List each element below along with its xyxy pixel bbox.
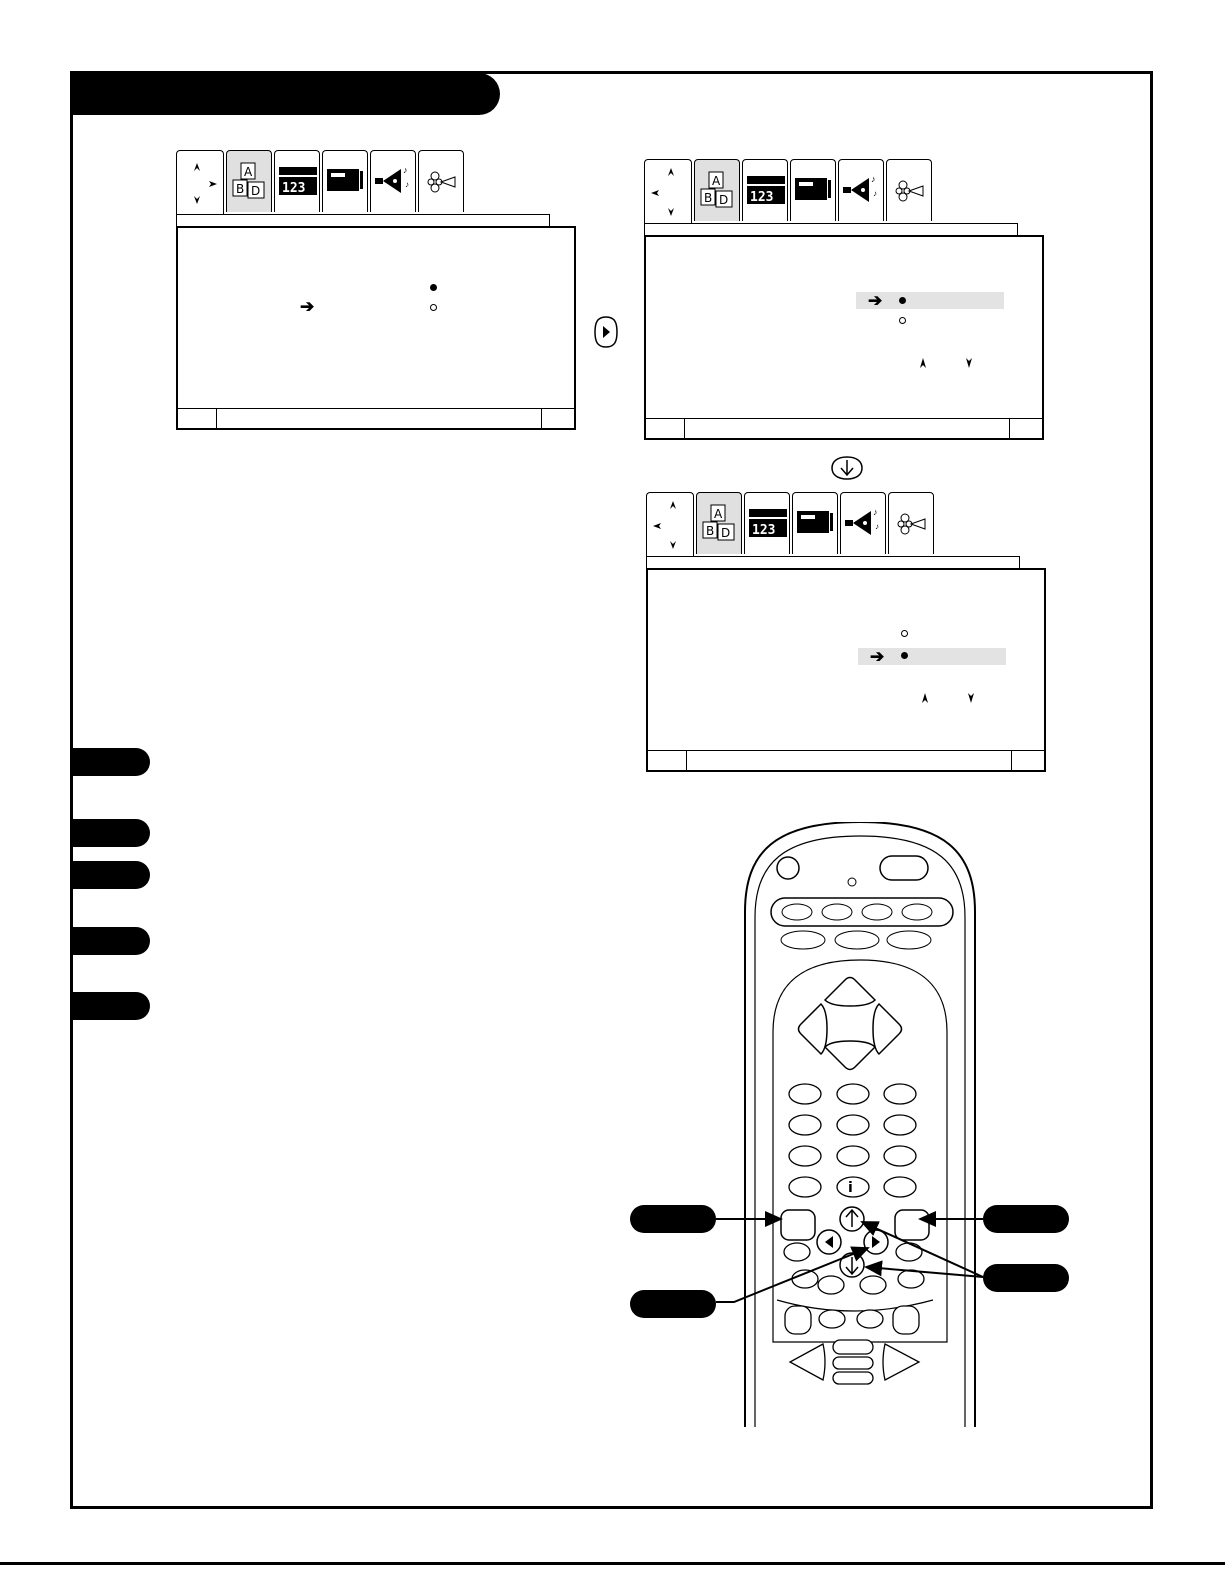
abc-blocks-icon: [227, 151, 273, 213]
svg-text:♪: ♪: [871, 174, 876, 184]
board-123-tab[interactable]: [742, 159, 788, 221]
menu-nav-tab[interactable]: [646, 492, 694, 558]
step-tab-5: [72, 992, 150, 1020]
func-button-1[interactable]: [781, 931, 825, 949]
camera-tab[interactable]: [790, 159, 836, 221]
svg-text:♪: ♪: [405, 180, 409, 189]
info-i-icon: i: [848, 1180, 853, 1196]
down-hint-icon: [966, 692, 978, 704]
nav-arrows-icon: [647, 493, 695, 559]
step-tab-4: [72, 927, 150, 955]
side-button-right[interactable]: [896, 1243, 922, 1261]
svg-text:♪: ♪: [875, 522, 879, 531]
option-off-radio[interactable]: [901, 630, 908, 637]
abc-blocks-tab[interactable]: [226, 150, 272, 212]
mode-button-1[interactable]: [782, 904, 812, 920]
step-tab-3: [72, 861, 150, 889]
speaker-icon: [841, 493, 887, 555]
func-button-3[interactable]: [887, 931, 931, 949]
svg-text:123: 123: [282, 181, 306, 196]
abc-blocks-icon: [695, 160, 741, 222]
callout-right: [630, 1290, 716, 1318]
func-button-2[interactable]: [835, 931, 879, 949]
board-123-icon: [275, 151, 321, 213]
menu-bottom-bar: [646, 418, 1042, 438]
right-arrow-circle-icon: [593, 315, 619, 349]
step-tab-2: [72, 819, 150, 847]
abc-blocks-tab[interactable]: [694, 159, 740, 221]
osd-menu-after-right: [644, 159, 1044, 440]
svg-text:A: A: [714, 507, 723, 521]
lower-button-1[interactable]: [792, 1270, 818, 1288]
lower-button-4[interactable]: [898, 1270, 924, 1288]
up-hint-icon: [920, 692, 932, 704]
film-reel-icon: [889, 493, 935, 555]
menu-panel: [644, 235, 1044, 440]
menu-nav-tab[interactable]: [176, 150, 224, 216]
camera-icon: [793, 493, 839, 555]
camera-tab[interactable]: [322, 150, 368, 212]
film-reel-tab[interactable]: [418, 150, 464, 212]
bottom-button-right[interactable]: [893, 1306, 919, 1334]
svg-text:A: A: [244, 165, 253, 179]
exit-button[interactable]: [895, 1210, 929, 1240]
top-right-button[interactable]: [880, 856, 928, 880]
option-off-radio[interactable]: [899, 317, 906, 324]
down-hint-icon: [964, 357, 976, 369]
side-button-left[interactable]: [784, 1243, 810, 1261]
play-button[interactable]: [833, 1340, 873, 1354]
menu-ledge: [644, 223, 1018, 235]
menu-nav-tab[interactable]: [644, 159, 692, 225]
step-tab-1: [72, 748, 150, 776]
mode-button-4[interactable]: [902, 904, 932, 920]
lower-button-3[interactable]: [860, 1276, 886, 1294]
svg-text:♪: ♪: [873, 189, 877, 198]
svg-text:D: D: [721, 526, 731, 540]
bottom-button-left[interactable]: [785, 1306, 811, 1334]
board-123-tab[interactable]: [744, 492, 790, 554]
speaker-tab[interactable]: [838, 159, 884, 221]
svg-text:B: B: [706, 524, 715, 538]
menu-bottom-bar: [178, 408, 574, 428]
indicator-light: [848, 878, 856, 886]
svg-text:123: 123: [750, 190, 774, 205]
speaker-tab[interactable]: [370, 150, 416, 212]
nav-arrows-icon: [645, 160, 693, 226]
svg-text:♪: ♪: [403, 165, 408, 175]
film-reel-icon: [887, 160, 933, 222]
down-arrow-diamond-icon: [830, 455, 864, 481]
callout-up-down: [983, 1264, 1069, 1292]
board-123-icon: [743, 160, 789, 222]
callout-exit: [983, 1205, 1069, 1233]
camera-icon: [323, 151, 369, 213]
remote-control: [735, 822, 985, 1427]
option-off-radio[interactable]: [430, 304, 437, 311]
speaker-tab[interactable]: [840, 492, 886, 554]
board-123-icon: [745, 493, 791, 555]
camera-icon: [791, 160, 837, 222]
callout-menu: [630, 1205, 716, 1233]
abc-blocks-icon: [697, 493, 743, 555]
bottom-button-2[interactable]: [819, 1310, 845, 1328]
camera-tab[interactable]: [792, 492, 838, 554]
option-on-radio[interactable]: [901, 652, 908, 659]
film-reel-tab[interactable]: [888, 492, 934, 554]
selection-arrow: ➔: [868, 291, 883, 310]
option-on-radio[interactable]: [430, 284, 437, 291]
menu-bottom-bar: [648, 750, 1044, 770]
speaker-icon: [839, 160, 885, 222]
menu-panel: [646, 568, 1046, 772]
menu-ledge: [176, 214, 550, 226]
menu-ledge: [646, 556, 1020, 568]
svg-text:123: 123: [752, 523, 776, 538]
svg-text:B: B: [236, 182, 245, 196]
lower-button-2[interactable]: [818, 1276, 844, 1294]
osd-menu-initial: [176, 150, 576, 430]
svg-text:B: B: [704, 191, 713, 205]
svg-text:D: D: [719, 193, 729, 207]
mode-button-2[interactable]: [822, 904, 852, 920]
abc-blocks-tab[interactable]: [696, 492, 742, 554]
option-on-radio[interactable]: [899, 297, 906, 304]
page-title-bar: [72, 73, 500, 115]
menu-panel: [176, 226, 576, 430]
selection-arrow: ➔: [300, 297, 315, 316]
pause-button[interactable]: [833, 1372, 873, 1384]
svg-text:D: D: [251, 184, 261, 198]
stop-button[interactable]: [833, 1357, 873, 1369]
film-reel-tab[interactable]: [886, 159, 932, 221]
power-button[interactable]: [777, 857, 799, 879]
bottom-button-3[interactable]: [857, 1310, 883, 1328]
mode-button-3[interactable]: [862, 904, 892, 920]
menu-button[interactable]: [781, 1210, 815, 1240]
board-123-tab[interactable]: [274, 150, 320, 212]
nav-arrows-icon: [177, 151, 225, 217]
selection-arrow: ➔: [870, 647, 885, 666]
film-reel-icon: [419, 151, 465, 213]
up-hint-icon: [918, 357, 930, 369]
page-footer-rule: [0, 1562, 1225, 1565]
osd-menu-after-down: [646, 492, 1046, 772]
speaker-icon: [371, 151, 417, 213]
svg-text:A: A: [712, 174, 721, 188]
svg-text:♪: ♪: [873, 507, 878, 517]
